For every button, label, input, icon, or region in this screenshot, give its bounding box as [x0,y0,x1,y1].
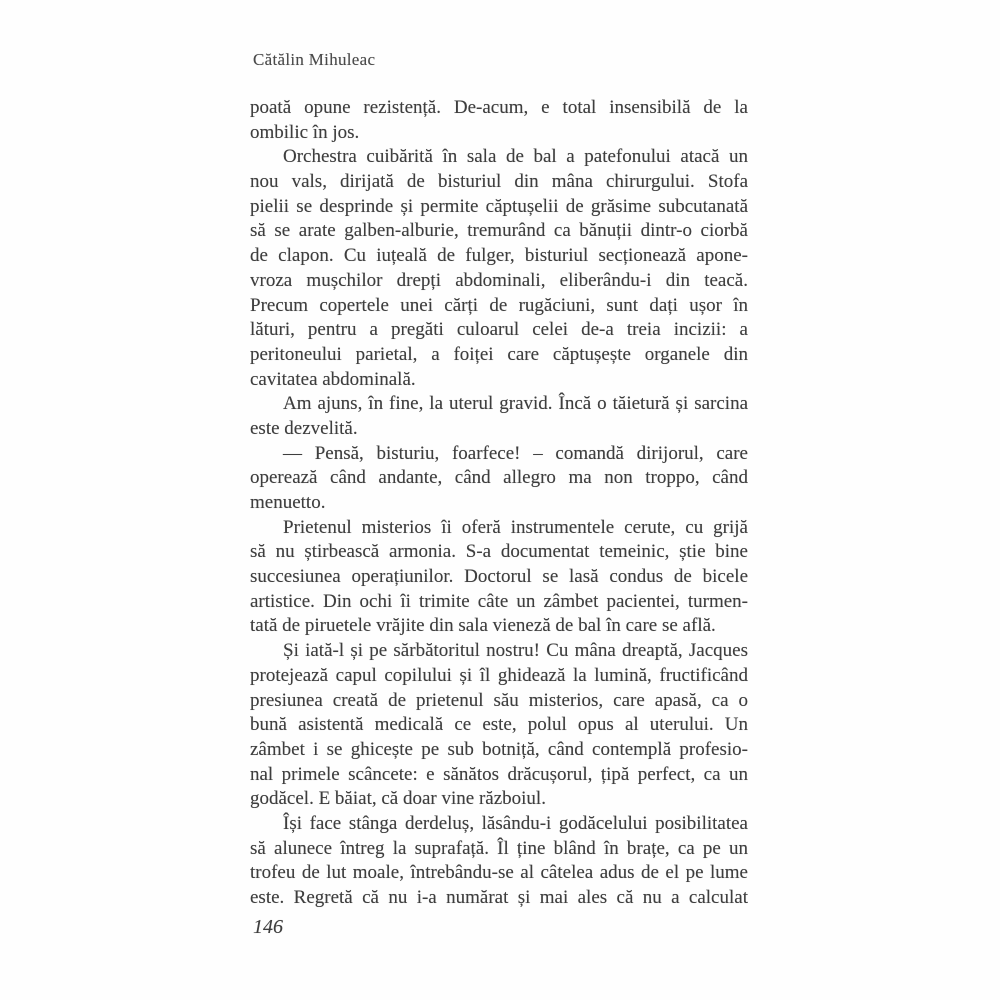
text-line: artistice. Din ochi îi trimite câte un zâmbet pacientei, turmen- [250,590,748,612]
text-line: ombilic în jos. [250,121,360,143]
text-line: lături, pentru a pregăti culoarul celei de-a treia incizii: a [250,319,748,341]
text-line: trofeu de lut moale, întrebându-se al câtelea adus de el pe lume [250,862,748,884]
text-line: cavitatea abdominală. [250,368,416,390]
text-line: Am ajuns, în fine, la uterul gravid. Încă o tăietură și sarcina [283,393,748,415]
text-line: de clapon. Cu iuțeală de fulger, bisturiul secționează apone- [250,245,748,267]
page-number: 146 [253,916,283,938]
text-line: vroza mușchilor drepți abdominali, eliberându-i din teacă. [250,269,748,291]
text-line: Prietenul misterios îi oferă instrumentele cerute, cu grijă [283,516,748,538]
running-header-author: Cătălin Mihuleac [253,50,376,69]
text-line: menuetto. [250,492,326,513]
text-line: peritoneului parietal, a foiței care căptușește organele din [250,343,748,365]
text-line: godăcel. E băiat, că doar vine războiul. [250,788,546,810]
text-line: pielii se desprinde și permite căptușelii de grăsime subcutanată [250,195,748,217]
text-line: operează când andante, când allegro ma non troppo, când [250,467,748,489]
text-line: poată opune rezistență. De-acum, e total insensibilă de la [250,97,748,118]
text-line: Precum copertele unei cărți de rugăciuni, sunt dați ușor în [250,294,748,316]
text-line: succesiunea operațiunilor. Doctorul se lasă condus de bicele [250,566,748,588]
text-line: Orchestra cuibărită în sala de bal a patefonului atacă un [283,146,748,168]
text-line: este. Regretă că nu i-a numărat și mai ales că nu a calculat [250,887,748,908]
text-line: — Pensă, bisturiu, foarfece! – comandă dirijorul, care [283,442,748,464]
text-line: tată de piruetele vrăjite din sala vieneză de bal în care se află. [250,615,716,637]
text-line: protejează capul copilului și îl ghidează la lumină, fructificând [250,664,748,686]
text-line: bună asistentă medicală ce este, polul opus al uterului. Un [250,714,748,736]
text-line: nal primele scâncete: e sănătos drăcușorul, țipă perfect, ca un [250,763,748,785]
page-body-text [250,96,748,911]
text-line: să nu știrbească armonia. S-a documentat temeinic, știe bine [250,541,748,563]
text-line: Și iată-l și pe sărbătoritul nostru! Cu mâna dreaptă, Jacques [283,640,748,662]
text-line: să se arate galben-alburie, tremurând ca bănuții dintr-o ciorbă [250,220,748,242]
text-line: să alunece întreg la suprafață. Îl ține blând în brațe, ca pe un [250,837,748,859]
text-line: nou vals, dirijată de bisturiul din mâna chirurgului. Stofa [250,171,748,193]
text-line: presiunea creată de prietenul său misterios, care apasă, ca o [250,689,748,711]
text-line: Își face stânga derdeluș, lăsându-i godăcelului posibilitatea [283,812,748,834]
text-line: este dezvelită. [250,417,358,439]
text-line: zâmbet i se ghicește pe sub botniță, când contemplă profesio- [250,738,748,760]
